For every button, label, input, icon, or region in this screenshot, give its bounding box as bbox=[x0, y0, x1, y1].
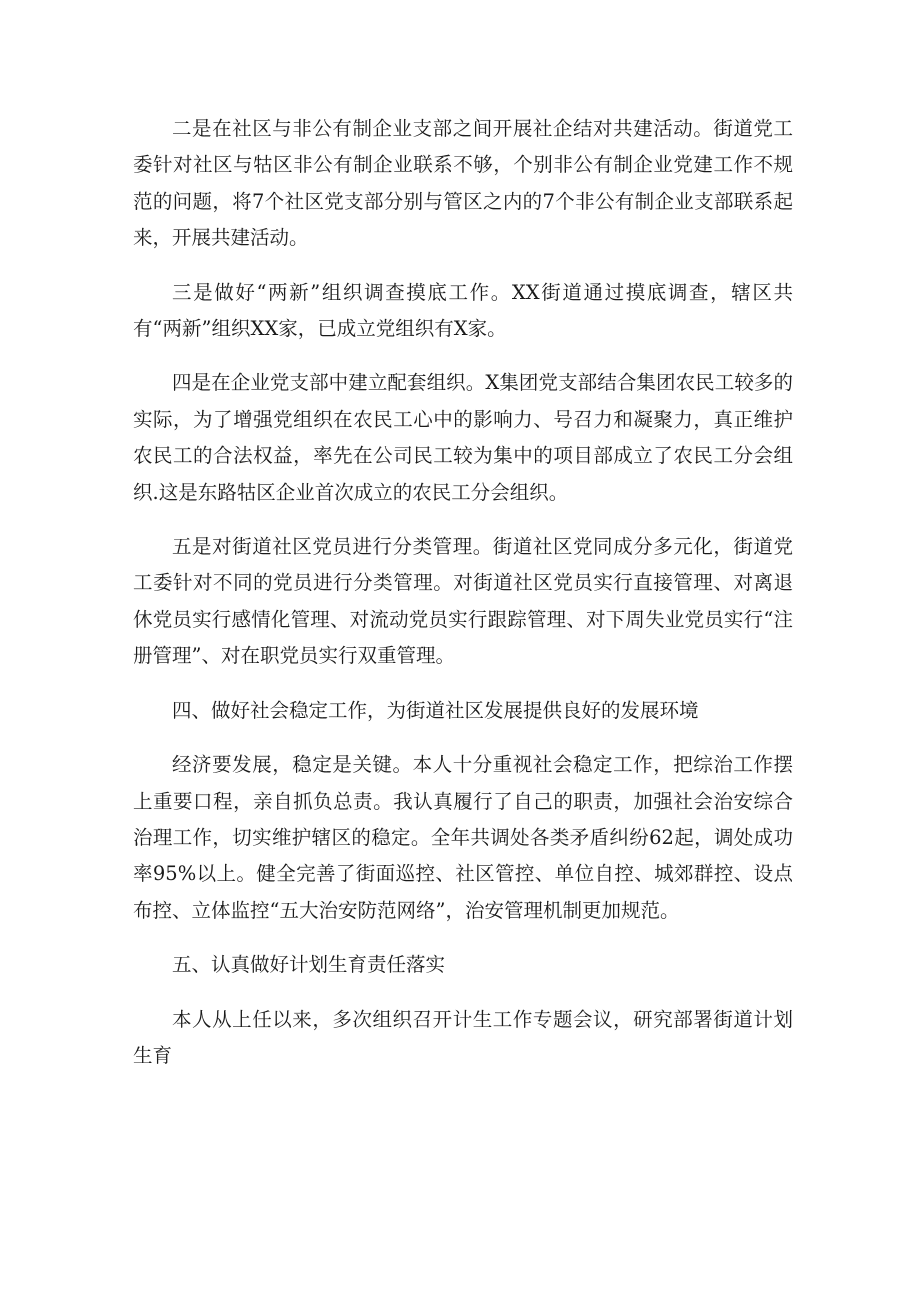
paragraph-family-planning: 本人从上任以来，多次组织召开计生工作专题会议，研究部署街道计划生育 bbox=[133, 1007, 793, 1067]
paragraph-member-classification: 五是对街道社区党员进行分类管理。街道社区党同成分多元化，街道党工委针对不同的党员进行分类管理。对街道社区党员实行直接管理、对离退休党员实行感情化管理、对流动党员实行跟踪管理、对下周失业党员实行“注册管理”、对在职党员实行双重管理。 bbox=[133, 535, 793, 668]
paragraph-social-stability: 经济要发展，稳定是关键。本人十分重视社会稳定工作，把综治工作摆上重要口程，亲自抓负总责。我认真履行了自己的职责，加强社会治安综合治理工作，切实维护辖区的稳定。全年共调处各类矛盾纠纷62起，调处成功率95%以上。健全完善了街面巡控、社区管控、单位自控、城郊群控、设点布控、立体监控“五大治安防范网络”，治安管理机制更加规范。 bbox=[133, 753, 793, 922]
paragraph-two-new-survey: 三是做好“两新”组织调查摸底工作。XX街道通过摸底调查，辖区共有“两新”组织XX家，已成立党组织有X家。 bbox=[133, 280, 793, 341]
paragraph-enterprise-supporting-organizations: 四是在企业党支部中建立配套组织。X集团党支部结合集团农民工较多的实际，为了增强党组织在农民工心中的影响力、号召力和凝聚力，真正维护农民工的合法权益，率先在公司民工较为集中的项目部成立了农民工分会组织.这是东路牯区企业首次成立的农民工分会组织。 bbox=[133, 371, 793, 504]
section-heading-family-planning: 五、认真做好计划生育责任落实 bbox=[172, 953, 446, 977]
paragraph-social-enterprise-pairing: 二是在社区与非公有制企业支部之间开展社企结对共建活动。街道党工委针对社区与牯区非公有制企业联系不够，个别非公有制企业党建工作不规范的问题，将7个社区党支部分别与管区之内的7个非公有制企业支部联系起来，开展共建活动。 bbox=[133, 117, 793, 250]
section-heading-social-stability: 四、做好社会稳定工作，为街道社区发展提供良好的发展环境 bbox=[172, 698, 699, 722]
document-body bbox=[133, 111, 793, 1092]
